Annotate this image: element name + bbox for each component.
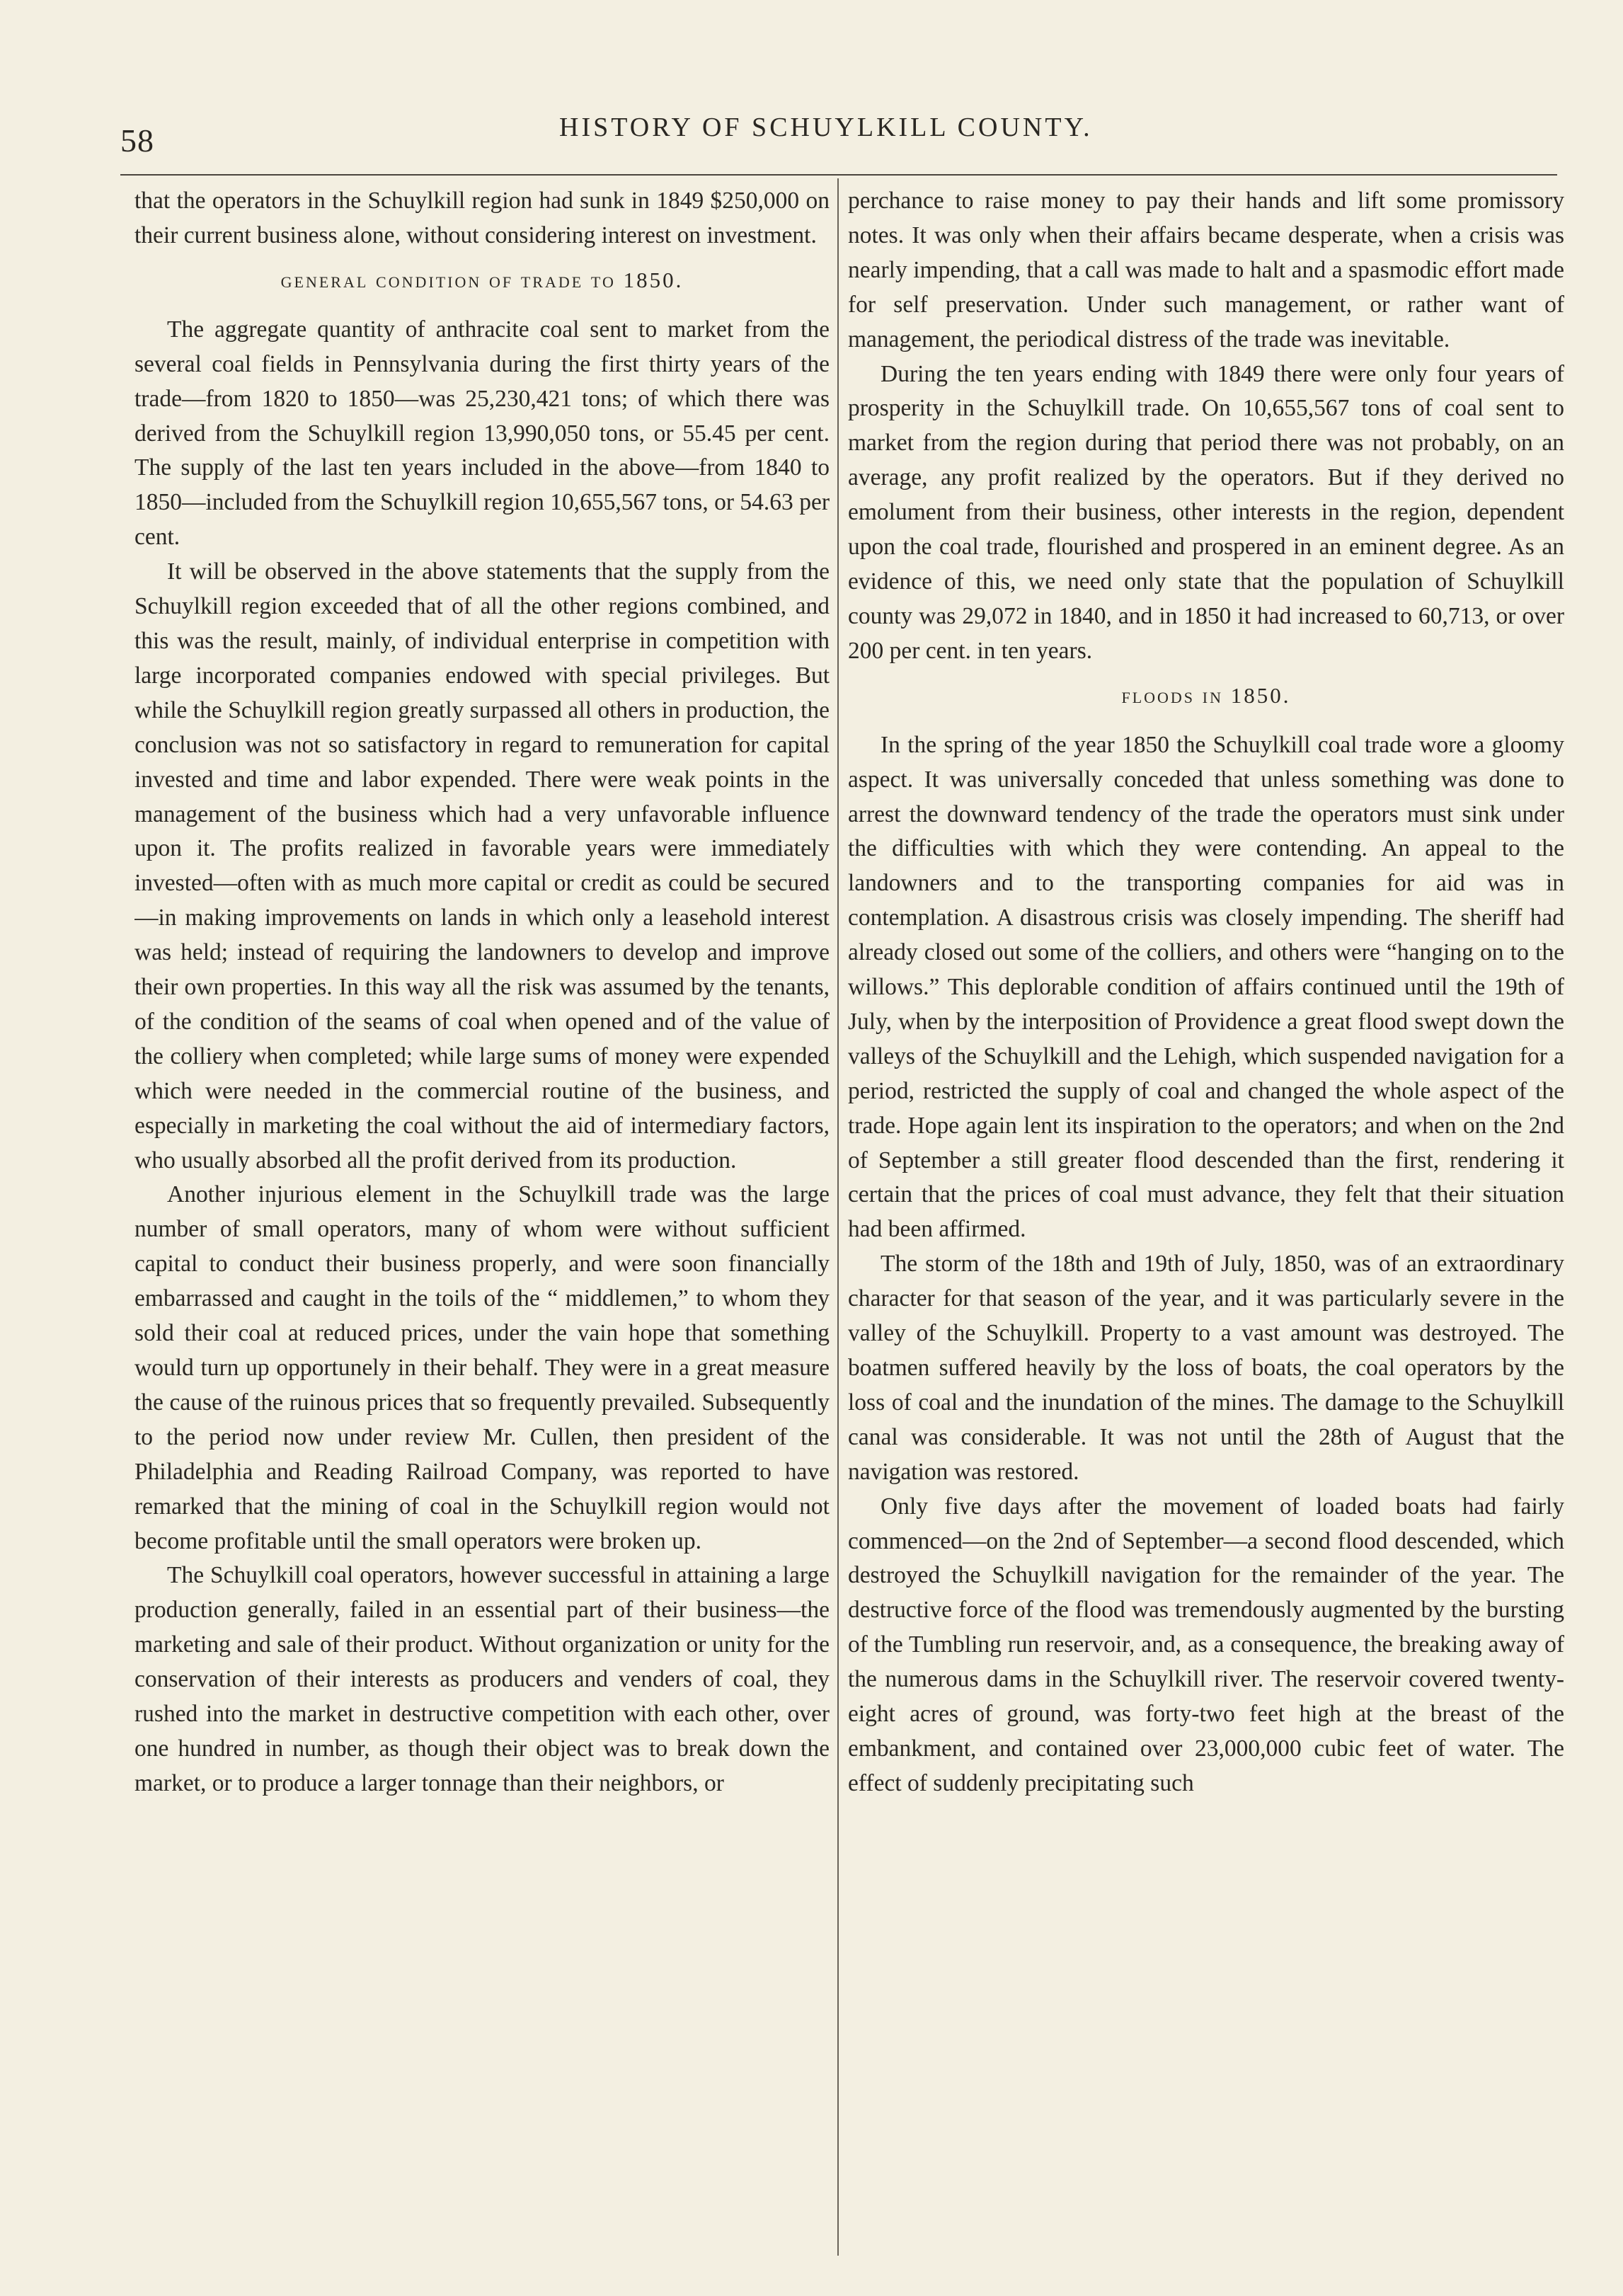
paragraph-continued: that the operators in the Schuylkill region had sunk in 1849 $250,000 on their current business alone, without considering interest on investment. (134, 188, 830, 248)
paragraph: The aggregate quantity of anthracite coal sent to market from the several coal fields in Pennsylvania during the first thirty years of the trade—from 1820 to 1850—was 25,230,421 tons; of which there was derived from the Schuylkill region 13,990,050 tons, or 55.45 per cent. The supply of the last ten years included in the above—from 1840 to 1850—included from the Schuylkill region 10,655,567 tons, or 54.63 per cent. (134, 316, 830, 551)
left-column (134, 184, 830, 2265)
paragraph: The Schuylkill coal operators, however successful in attaining a large production generally, failed in an essential part of their business—the marketing and sale of their product. Without organization or unity for the conservation of their interests as producers and venders of coal, they rushed into the market in destructive competition with each other, over one hundred in number, as though their object was to break down the market, or to produce a larger tonnage than their neighbors, or (134, 1562, 830, 1796)
paragraph: Another injurious element in the Schuylkill trade was the large number of small operators, many of whom were without sufficient capital to conduct their business properly, and were soon financially embarrassed and caught in the toils of the “ middlemen,” to whom they sold their coal at reduced prices, under the vain hope that something would turn up opportunely in their behalf. They were in a great measure the cause of the ruinous prices that so frequently prevailed. Subsequently to the period now under review Mr. Cullen, then president of the Philadelphia and Reading Railroad Company, was reported to have remarked that the mining of coal in the Schuylkill region would not become profitable until the small operators were broken up. (134, 1181, 830, 1554)
paragraph: It will be observed in the above statements that the supply from the Schuylkill region exceeded that of all the other regions combined, and this was the result, mainly, of individual enterprise in competition with large incorporated companies endowed with special privileges. But while the Schuylkill region greatly surpassed all others in production, the conclusion was not so satisfactory in regard to remuneration for capital invested and time and labor expended. There were weak points in the management of the business which had a very unfavorable influence upon it. The profits realized in favorable years were immediately invested—often with as much more capital or credit as could be secured—in making improvements on lands in which only a leasehold interest was held; instead of requiring the landowners to develop and improve their own properties. In this way all the risk was assumed by the tenants, of the condition of the seams of coal when opened and of the value of the colliery when completed; while large sums of money were expended which were needed in the commercial routine of the business, and especially in marketing the coal without the aid of intermediary factors, who usually absorbed all the profit derived from its production. (134, 558, 830, 1173)
column-divider (837, 178, 839, 2256)
page-number: 58 (120, 122, 154, 159)
header-rule (120, 174, 1557, 176)
section-heading-floods-1850: floods in 1850. (1121, 682, 1291, 708)
paragraph: Only five days after the movement of loaded boats had fairly commenced—on the 2nd of September—a second flood descended, which destroyed the Schuylkill navigation for the remainder of the year. The destructive force of the flood was tremendously augmented by the bursting of the Tumbling run reservoir, and, as a consequence, the breaking away of the numerous dams in the Schuylkill river. The reservoir covered twenty-eight acres of ground, was forty-two feet high at the breast of the embankment, and contained over 23,000,000 cubic feet of water. The effect of suddenly precipitating such (848, 1493, 1564, 1796)
section-heading-trade-1850: general condition of trade to 1850. (280, 267, 684, 292)
paragraph: During the ten years ending with 1849 there were only four years of prosperity in the Schuylkill trade. On 10,655,567 tons of coal sent to market from the region during that period there was not probably, on an average, any profit realized by the operators. But if they derived no emolument from their business, other interests in the region, dependent upon the coal trade, flourished and prospered in an eminent degree. As an evidence of this, we need only state that the population of Schuylkill county was 29,072 in 1840, and in 1850 it had increased to 60,713, or over 200 per cent. in ten years. (848, 360, 1564, 664)
paragraph: The storm of the 18th and 19th of July, 1850, was of an extraordinary character for that season of the year, and it was particularly severe in the valley of the Schuylkill. Property to a vast amount was destroyed. The boatmen suffered heavily by the loss of boats, the coal operators by the loss of coal and the inundation of the mines. The damage to the Schuylkill canal was considerable. It was not until the 28th of August that the navigation was restored. (848, 1251, 1564, 1485)
paragraph: In the spring of the year 1850 the Schuylkill coal trade wore a gloomy aspect. It was universally conceded that unless something was done to arrest the downward tendency of the trade the operators must sink under the difficulties with which they were contending. An appeal to the landowners and to the transporting companies for aid was in contemplation. A disastrous crisis was closely impending. The sheriff had already closed out some of the colliers, and others were “hanging on to the willows.” This deplorable condition of affairs continued until the 19th of July, when by the interposition of Providence a great flood swept down the valleys of the Schuylkill and the Lehigh, which suspended navigation for a period, restricted the supply of coal and changed the whole aspect of the trade. Hope again lent its inspiration to the operators; and when on the 2nd of September a still greater flood descended than the first, rendering it certain that the prices of coal must advance, they felt that their situation had been affirmed. (848, 731, 1564, 1243)
paragraph-continued: perchance to raise money to pay their hands and lift some promissory notes. It was only when their affairs became desperate, when a crisis was nearly impending, that a call was made to halt and a spasmodic effort made for self preservation. Under such management, or rather want of management, the periodical distress of the trade was inevitable. (848, 188, 1564, 352)
right-column (848, 184, 1564, 2265)
running-title: HISTORY OF SCHUYLKILL COUNTY. (559, 113, 1093, 142)
